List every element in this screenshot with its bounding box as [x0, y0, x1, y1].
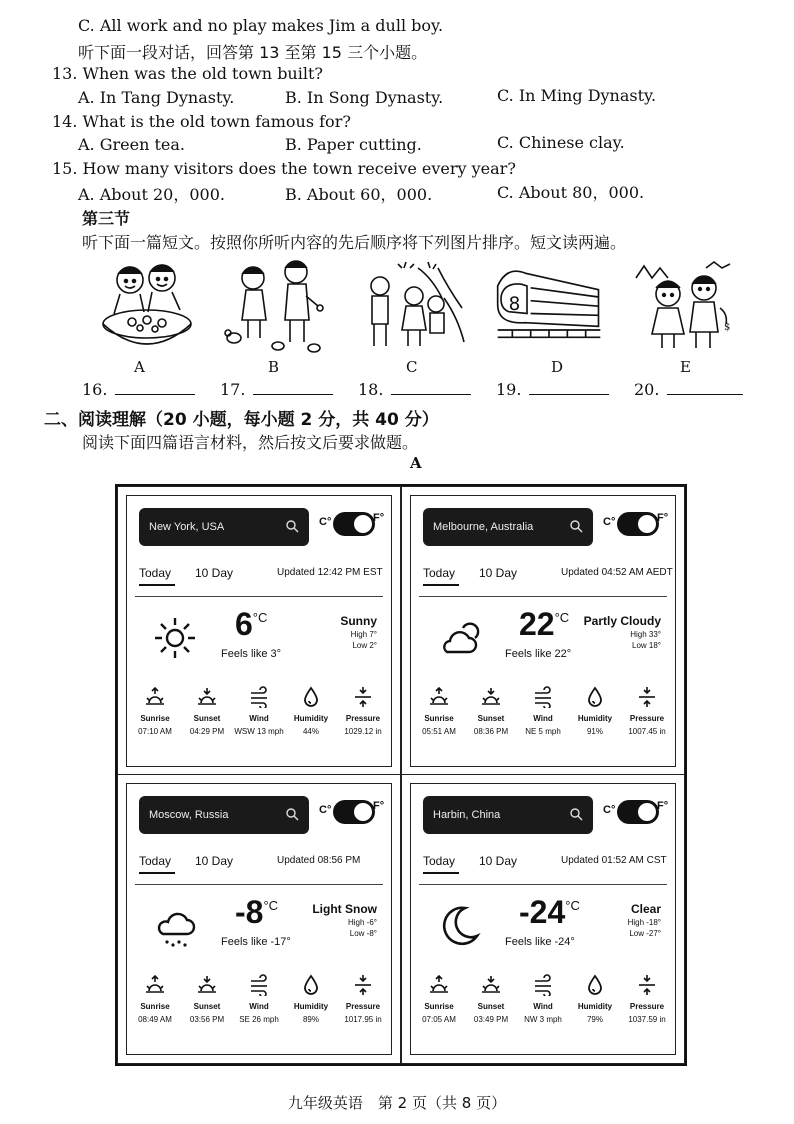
q15-option-a: A. About 20，000. [78, 185, 225, 204]
stat-label: Humidity [577, 1002, 613, 1011]
celsius-label: C° [603, 516, 616, 528]
answer-blank-19[interactable] [496, 380, 609, 399]
stat-sunset [465, 974, 517, 1024]
wind-icon [248, 686, 270, 708]
stat-sunset [181, 686, 233, 736]
divider [135, 596, 383, 597]
reading-heading: 二、阅读理解（20 小题，每小题 2 分，共 40 分） [44, 410, 439, 430]
search-icon[interactable] [285, 807, 299, 821]
stat-value: 1029.12 in [344, 727, 382, 736]
temperature-unit: °C [263, 898, 279, 913]
feels-like: Feels like -24° [505, 936, 575, 948]
pressure-icon [636, 974, 658, 996]
weather-widget [410, 495, 676, 767]
stat-value: WSW 13 mph [234, 727, 284, 736]
stat-value: 79% [586, 1015, 603, 1024]
weather-widget [126, 495, 392, 767]
temperature-unit: °C [252, 610, 268, 625]
temperature-unit: °C [554, 610, 570, 625]
low-temp: Low 2° [352, 641, 377, 650]
stat-value: NW 3 mph [524, 1015, 562, 1024]
search-icon[interactable] [569, 807, 583, 821]
stat-wind [517, 686, 569, 736]
stat-label: Pressure [345, 1002, 381, 1011]
stat-label: Humidity [577, 714, 613, 723]
active-tab-underline [139, 872, 175, 874]
low-temp: Low -8° [349, 929, 377, 938]
humidity-icon [300, 974, 322, 996]
stat-label: Sunset [193, 1002, 221, 1011]
stat-value: 05:51 AM [422, 727, 456, 736]
stat-pressure [337, 686, 389, 736]
toggle-knob [354, 515, 372, 533]
unit-toggle[interactable] [617, 512, 659, 536]
option-c-line-12: C. All work and no play makes Jim a dull boy. [78, 16, 444, 35]
stat-humidity [569, 686, 621, 736]
city-name: Harbin, China [433, 809, 501, 821]
stats-row [413, 974, 673, 1044]
humidity-icon [300, 686, 322, 708]
stat-label: Sunset [477, 714, 505, 723]
blank-number: 20. [634, 380, 660, 399]
tab-10-day[interactable]: 10 Day [195, 854, 234, 868]
weather-widget [126, 783, 392, 1055]
stat-humidity [569, 974, 621, 1024]
temperature-value: 6 [235, 606, 253, 642]
unit-toggle[interactable] [617, 800, 659, 824]
weather-card [401, 774, 685, 1064]
toggle-knob [638, 515, 656, 533]
stat-humidity [285, 974, 337, 1024]
high-temp: High 33° [630, 630, 661, 639]
stat-value: 08:49 AM [138, 1015, 172, 1024]
stat-value: 04:29 PM [189, 727, 225, 736]
city-search-box[interactable] [139, 796, 309, 834]
condition-text: Partly Cloudy [583, 614, 661, 628]
stat-sunset [465, 686, 517, 736]
sunset-icon [480, 686, 502, 708]
instruction-13-15: 听下面一段对话，回答第 13 至第 15 三个小题。 [78, 43, 428, 62]
stat-value: SE 26 mph [239, 1015, 279, 1024]
stats-row [129, 686, 389, 756]
condition-text: Light Snow [312, 902, 377, 916]
tab-10-day[interactable]: 10 Day [195, 566, 234, 580]
sunset-icon [196, 686, 218, 708]
question-14: 14. What is the old town famous for? [52, 112, 351, 131]
active-tab-underline [139, 584, 175, 586]
stat-label: Sunrise [140, 1002, 170, 1011]
condition-text: Clear [630, 902, 661, 916]
weather-card [401, 486, 685, 776]
pressure-icon [352, 974, 374, 996]
stat-label: Wind [533, 1002, 553, 1011]
low-temp: Low 18° [632, 641, 661, 650]
search-icon[interactable] [569, 519, 583, 533]
fahrenheit-label: F° [657, 800, 669, 812]
feels-like: Feels like 3° [221, 648, 282, 660]
q13-option-b: B. In Song Dynasty. [285, 88, 444, 107]
updated-time: Updated 01:52 AM CST [561, 855, 667, 866]
fahrenheit-label: F° [373, 800, 385, 812]
q14-option-b: B. Paper cutting. [285, 135, 422, 154]
active-tab-underline [423, 584, 459, 586]
stat-wind [233, 686, 285, 736]
toggle-knob [354, 803, 372, 821]
question-13: 13. When was the old town built? [52, 64, 323, 83]
wind-icon [532, 974, 554, 996]
humidity-icon [584, 686, 606, 708]
unit-toggle[interactable] [333, 512, 375, 536]
high-temp: High -18° [627, 918, 661, 927]
section-3-heading: 第三节 [82, 209, 131, 228]
stat-label: Sunrise [424, 714, 454, 723]
answer-blank-17[interactable] [220, 380, 333, 399]
temperature-value: 22 [519, 606, 555, 642]
answer-blank-18[interactable] [358, 380, 471, 399]
tab-today[interactable]: Today [139, 566, 172, 580]
stat-label: Pressure [345, 714, 381, 723]
low-temp: Low -27° [629, 929, 661, 938]
stats-row [413, 686, 673, 756]
stat-value: 91% [586, 727, 603, 736]
sunrise-icon [144, 974, 166, 996]
stat-value: 1037.59 in [628, 1015, 666, 1024]
wind-icon [532, 686, 554, 708]
stat-label: Humidity [293, 1002, 329, 1011]
temperature [235, 894, 278, 931]
updated-time: Updated 12:42 PM EST [277, 567, 383, 578]
moon-icon [435, 902, 483, 950]
stat-label: Sunset [477, 1002, 505, 1011]
condition-icon-slot [151, 902, 199, 950]
q15-option-b: B. About 60，000. [285, 185, 433, 204]
picture-a-family-hotpot [92, 258, 202, 358]
picture-e-label: E [680, 358, 691, 376]
temperature-value: -8 [235, 894, 264, 930]
stat-label: Humidity [293, 714, 329, 723]
divider [135, 884, 383, 885]
picture-c-label: C [406, 358, 418, 376]
stat-value: 1007.45 in [628, 727, 666, 736]
fahrenheit-label: F° [657, 512, 669, 524]
picture-d-label: D [551, 358, 564, 376]
temperature [519, 894, 580, 931]
condition-icon-slot [435, 902, 483, 950]
sun-icon [151, 614, 199, 662]
stat-value: 08:36 PM [473, 727, 509, 736]
temperature-unit: °C [565, 898, 580, 913]
tab-10-day[interactable]: 10 Day [479, 566, 518, 580]
stat-wind [233, 974, 285, 1024]
blank-number: 17. [220, 380, 246, 399]
sunrise-icon [144, 686, 166, 708]
stat-label: Wind [249, 714, 269, 723]
updated-time: Updated 04:52 AM AEDT [561, 567, 673, 578]
stats-row [129, 974, 389, 1044]
weather-card [117, 486, 401, 776]
picture-d-high-speed-train [494, 258, 604, 358]
tab-10-day[interactable]: 10 Day [479, 854, 518, 868]
stat-sunrise [413, 974, 465, 1024]
stat-sunset [181, 974, 233, 1024]
q14-option-a: A. Green tea. [78, 135, 186, 154]
blank-number: 16. [82, 380, 108, 399]
section-3-instruction: 听下面一篇短文。按照你所听内容的先后顺序将下列图片排序。短文读两遍。 [82, 233, 627, 252]
city-search-box[interactable] [139, 508, 309, 546]
city-name: New York, USA [149, 521, 225, 533]
picture-b-kids-feeding-chickens [218, 258, 328, 358]
unit-toggle[interactable] [333, 800, 375, 824]
question-15: 15. How many visitors does the town receive every year? [52, 159, 516, 178]
picture-e-kids-new-year [632, 258, 742, 358]
celsius-label: C° [319, 804, 332, 816]
stat-value: 07:10 AM [138, 727, 172, 736]
picture-a-label: A [134, 358, 145, 376]
tab-today[interactable]: Today [139, 854, 172, 868]
blank-number: 18. [358, 380, 384, 399]
wind-icon [248, 974, 270, 996]
fahrenheit-label: F° [373, 512, 385, 524]
high-temp: High 7° [350, 630, 377, 639]
stat-pressure [621, 974, 673, 1024]
answer-blank-20[interactable] [634, 380, 743, 399]
stat-label: Pressure [629, 1002, 665, 1011]
blank-number: 19. [496, 380, 522, 399]
q13-option-a: A. In Tang Dynasty. [78, 88, 235, 107]
pressure-icon [352, 686, 374, 708]
pressure-icon [636, 686, 658, 708]
temperature [235, 606, 267, 643]
humidity-icon [584, 974, 606, 996]
feels-like: Feels like 22° [505, 648, 572, 660]
picture-b-label: B [268, 358, 280, 376]
updated-time: Updated 08:56 PM [277, 855, 361, 866]
stat-value: 03:49 PM [473, 1015, 509, 1024]
weather-card [117, 774, 401, 1064]
stat-sunrise [129, 686, 181, 736]
stat-label: Wind [249, 1002, 269, 1011]
stat-sunrise [413, 686, 465, 736]
sunrise-icon [428, 974, 450, 996]
snow-icon [151, 902, 199, 950]
stat-label: Wind [533, 714, 553, 723]
stat-sunrise [129, 974, 181, 1024]
weather-cards-grid [115, 484, 687, 1066]
stat-value: 03:56 PM [189, 1015, 225, 1024]
tab-today[interactable]: Today [423, 854, 456, 868]
page-footer: 九年级英语 第 2 页（共 8 页） [287, 1094, 507, 1112]
answer-blank-16[interactable] [82, 380, 195, 399]
stat-pressure [621, 686, 673, 736]
search-icon[interactable] [285, 519, 299, 533]
stat-label: Pressure [629, 714, 665, 723]
condition-text: Sunny [340, 614, 377, 628]
picture-c-kids-fireworks [358, 258, 468, 358]
condition-icon-slot [435, 614, 483, 662]
stat-value: 44% [302, 727, 319, 736]
city-name: Melbourne, Australia [433, 521, 534, 533]
svg-text:8: 8 [508, 293, 521, 315]
condition-icon-slot [151, 614, 199, 662]
sunset-icon [196, 974, 218, 996]
sunrise-icon [428, 686, 450, 708]
q13-option-c: C. In Ming Dynasty. [497, 86, 657, 105]
stat-label: Sunset [193, 714, 221, 723]
stat-label: Sunrise [140, 714, 170, 723]
city-search-box[interactable] [423, 796, 593, 834]
reading-instruction: 阅读下面四篇语言材料，然后按文后要求做题。 [82, 433, 419, 452]
stat-value: 1017.95 in [344, 1015, 382, 1024]
sunset-icon [480, 974, 502, 996]
weather-widget [410, 783, 676, 1055]
passage-a-label: A [410, 454, 422, 472]
feels-like: Feels like -17° [221, 936, 291, 948]
active-tab-underline [423, 872, 459, 874]
celsius-label: C° [319, 516, 332, 528]
partly-cloudy-icon [435, 614, 483, 662]
svg-text:$: $ [724, 322, 731, 333]
stat-label: Sunrise [424, 1002, 454, 1011]
temperature-value: -24 [519, 894, 566, 930]
city-name: Moscow, Russia [149, 809, 229, 821]
stat-wind [517, 974, 569, 1024]
toggle-knob [638, 803, 656, 821]
tab-today[interactable]: Today [423, 566, 456, 580]
temperature [519, 606, 569, 643]
divider [419, 884, 667, 885]
stat-humidity [285, 686, 337, 736]
stat-pressure [337, 974, 389, 1024]
city-search-box[interactable] [423, 508, 593, 546]
celsius-label: C° [603, 804, 616, 816]
stat-value: 89% [302, 1015, 319, 1024]
divider [419, 596, 667, 597]
q14-option-c: C. Chinese clay. [497, 133, 625, 152]
stat-value: 07:05 AM [422, 1015, 456, 1024]
stat-value: NE 5 mph [525, 727, 561, 736]
q15-option-c: C. About 80，000. [497, 183, 645, 202]
high-temp: High -6° [348, 918, 377, 927]
